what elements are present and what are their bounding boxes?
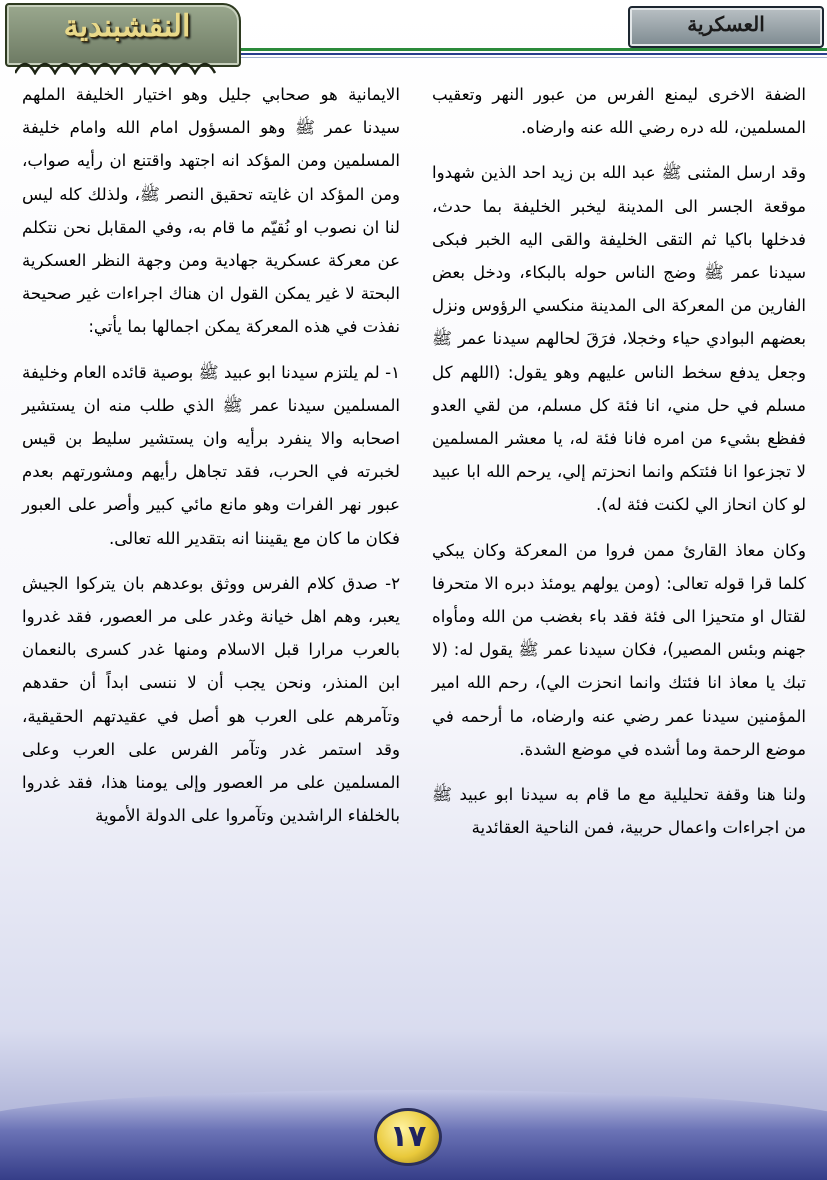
magazine-title: النقشبندية	[63, 9, 191, 44]
page-number: ١٧	[374, 1108, 442, 1166]
paragraph: وقد ارسل المثنى ﷺ عبد الله بن زيد احد الذين شهدوا موقعة الجسر الى المدينة ليخبر الخليفة بما حدث، فدخلها باكيا ثم التقى الخليفة والقى اليه الخبر فبكى سيدنا عمر ﷺ وضج الناس حوله بالبكاء، ودخل بعض الفارين من المعركة الى المدينة منكسي الرؤوس ونزل بعضهم البوادي حياء وخجلا، فرَقَ لحالهم سيدنا عمر ﷺ وجعل يدفع سخط الناس عليهم وهو يقول: (اللهم كل مسلم في حل مني، انا فئة كل مسلم، من لقي العدو ففظع بشيء من امره فانا فئة له، يا معشر المسلمين لا تجزعوا انا فئتكم وانما انحزتم إلي، يرحم الله ابا عبيد لو كان انحاز الي لكنت فئة له).	[432, 163, 806, 515]
paragraph: ١- لم يلتزم سيدنا ابو عبيد ﷺ بوصية قائده العام وخليفة المسلمين سيدنا عمر ﷺ الذي طلب منه ان يستشير اصحابه والا ينفرد برأيه وان يستشير سليط بن قيس لخبرته في الحرب، فقد تجاهل رأيهم ومشورتهم بعدم عبور نهر الفرات وهو مانع مائي كبير وأصر على العبور فكان ما كان مع يقيننا انه بتقدير الله تعالى.	[22, 362, 400, 548]
paragraph: ولنا هنا وقفة تحليلية مع ما قام به سيدنا ابو عبيد ﷺ من اجراءات واعمال حربية، فمن الناحية العقائدية	[432, 785, 806, 838]
right-column	[432, 78, 806, 856]
paragraph: الضفة الاخرى ليمنع الفرس من عبور النهر وتعقيب المسلمين، لله دره رضي الله عنه وارضاه.	[432, 85, 806, 138]
paragraph: وكان معاذ القارئ ممن فروا من المعركة وكان يبكي كلما قرا قوله تعالى: (ومن يولهم يومئذ دبره الا متحرفا لقتال او متحيزا الى فئة فقد باء بغضب من الله ومأواه جهنم وبئس المصير)، فكان سيدنا عمر ﷺ يقول له: (لا تبك يا معاذ انا فئتك وانما انحزت الي)، رحم الله امير المؤمنين سيدنا عمر رضي عنه وارضاه، ما أرحمه في موضع الرحمة وما أشده في موضع الشدة.	[432, 540, 806, 759]
paragraph: الايمانية هو صحابي جليل وهو اختيار الخليفة الملهم سيدنا عمر ﷺ وهو المسؤول امام الله وامام خليفة المسلمين ومن المؤكد انه اجتهد واقتنع ان رأيه صواب، ومن المؤكد ان غايته تحقيق النصر ﷺ، ولذلك كله ليس لنا ان نصوب او نُقيّم ما قام به، وفي المقابل نحن نتكلم عن معركة عسكرية جهادية ومن وجهة النظر العسكرية البحتة لا غير يمكن القول ان هناك اجراءات غير صحيحة نفذت في هذه المعركة يمكن اجمالها بما يأتي:	[22, 85, 400, 337]
section-label	[628, 6, 824, 48]
paragraph: ٢- صدق كلام الفرس ووثق بوعدهم بان يتركوا الجيش يعبر، وهم اهل خيانة وغدر على مر العصور، فقد غدروا بالعرب مرارا قبل الاسلام ومنها غدر كسرى بالنعمان ابن المنذر، ونحن يجب أن لا ننسى ابداً أن حقدهم وتآمرهم على العرب هو أصل في عقيدتهم الحقيقية، وقد استمر غدر وتآمر الفرس على العرب وعلى المسلمين على مر العصور وإلى يومنا هذا، فقد غدروا بالخلفاء الراشدين وتآمروا على الدولة الأموية	[22, 573, 400, 826]
magazine-logo	[5, 3, 241, 67]
left-column	[22, 78, 400, 844]
section-title: العسكرية	[687, 12, 765, 36]
logo-ornament	[15, 55, 225, 75]
